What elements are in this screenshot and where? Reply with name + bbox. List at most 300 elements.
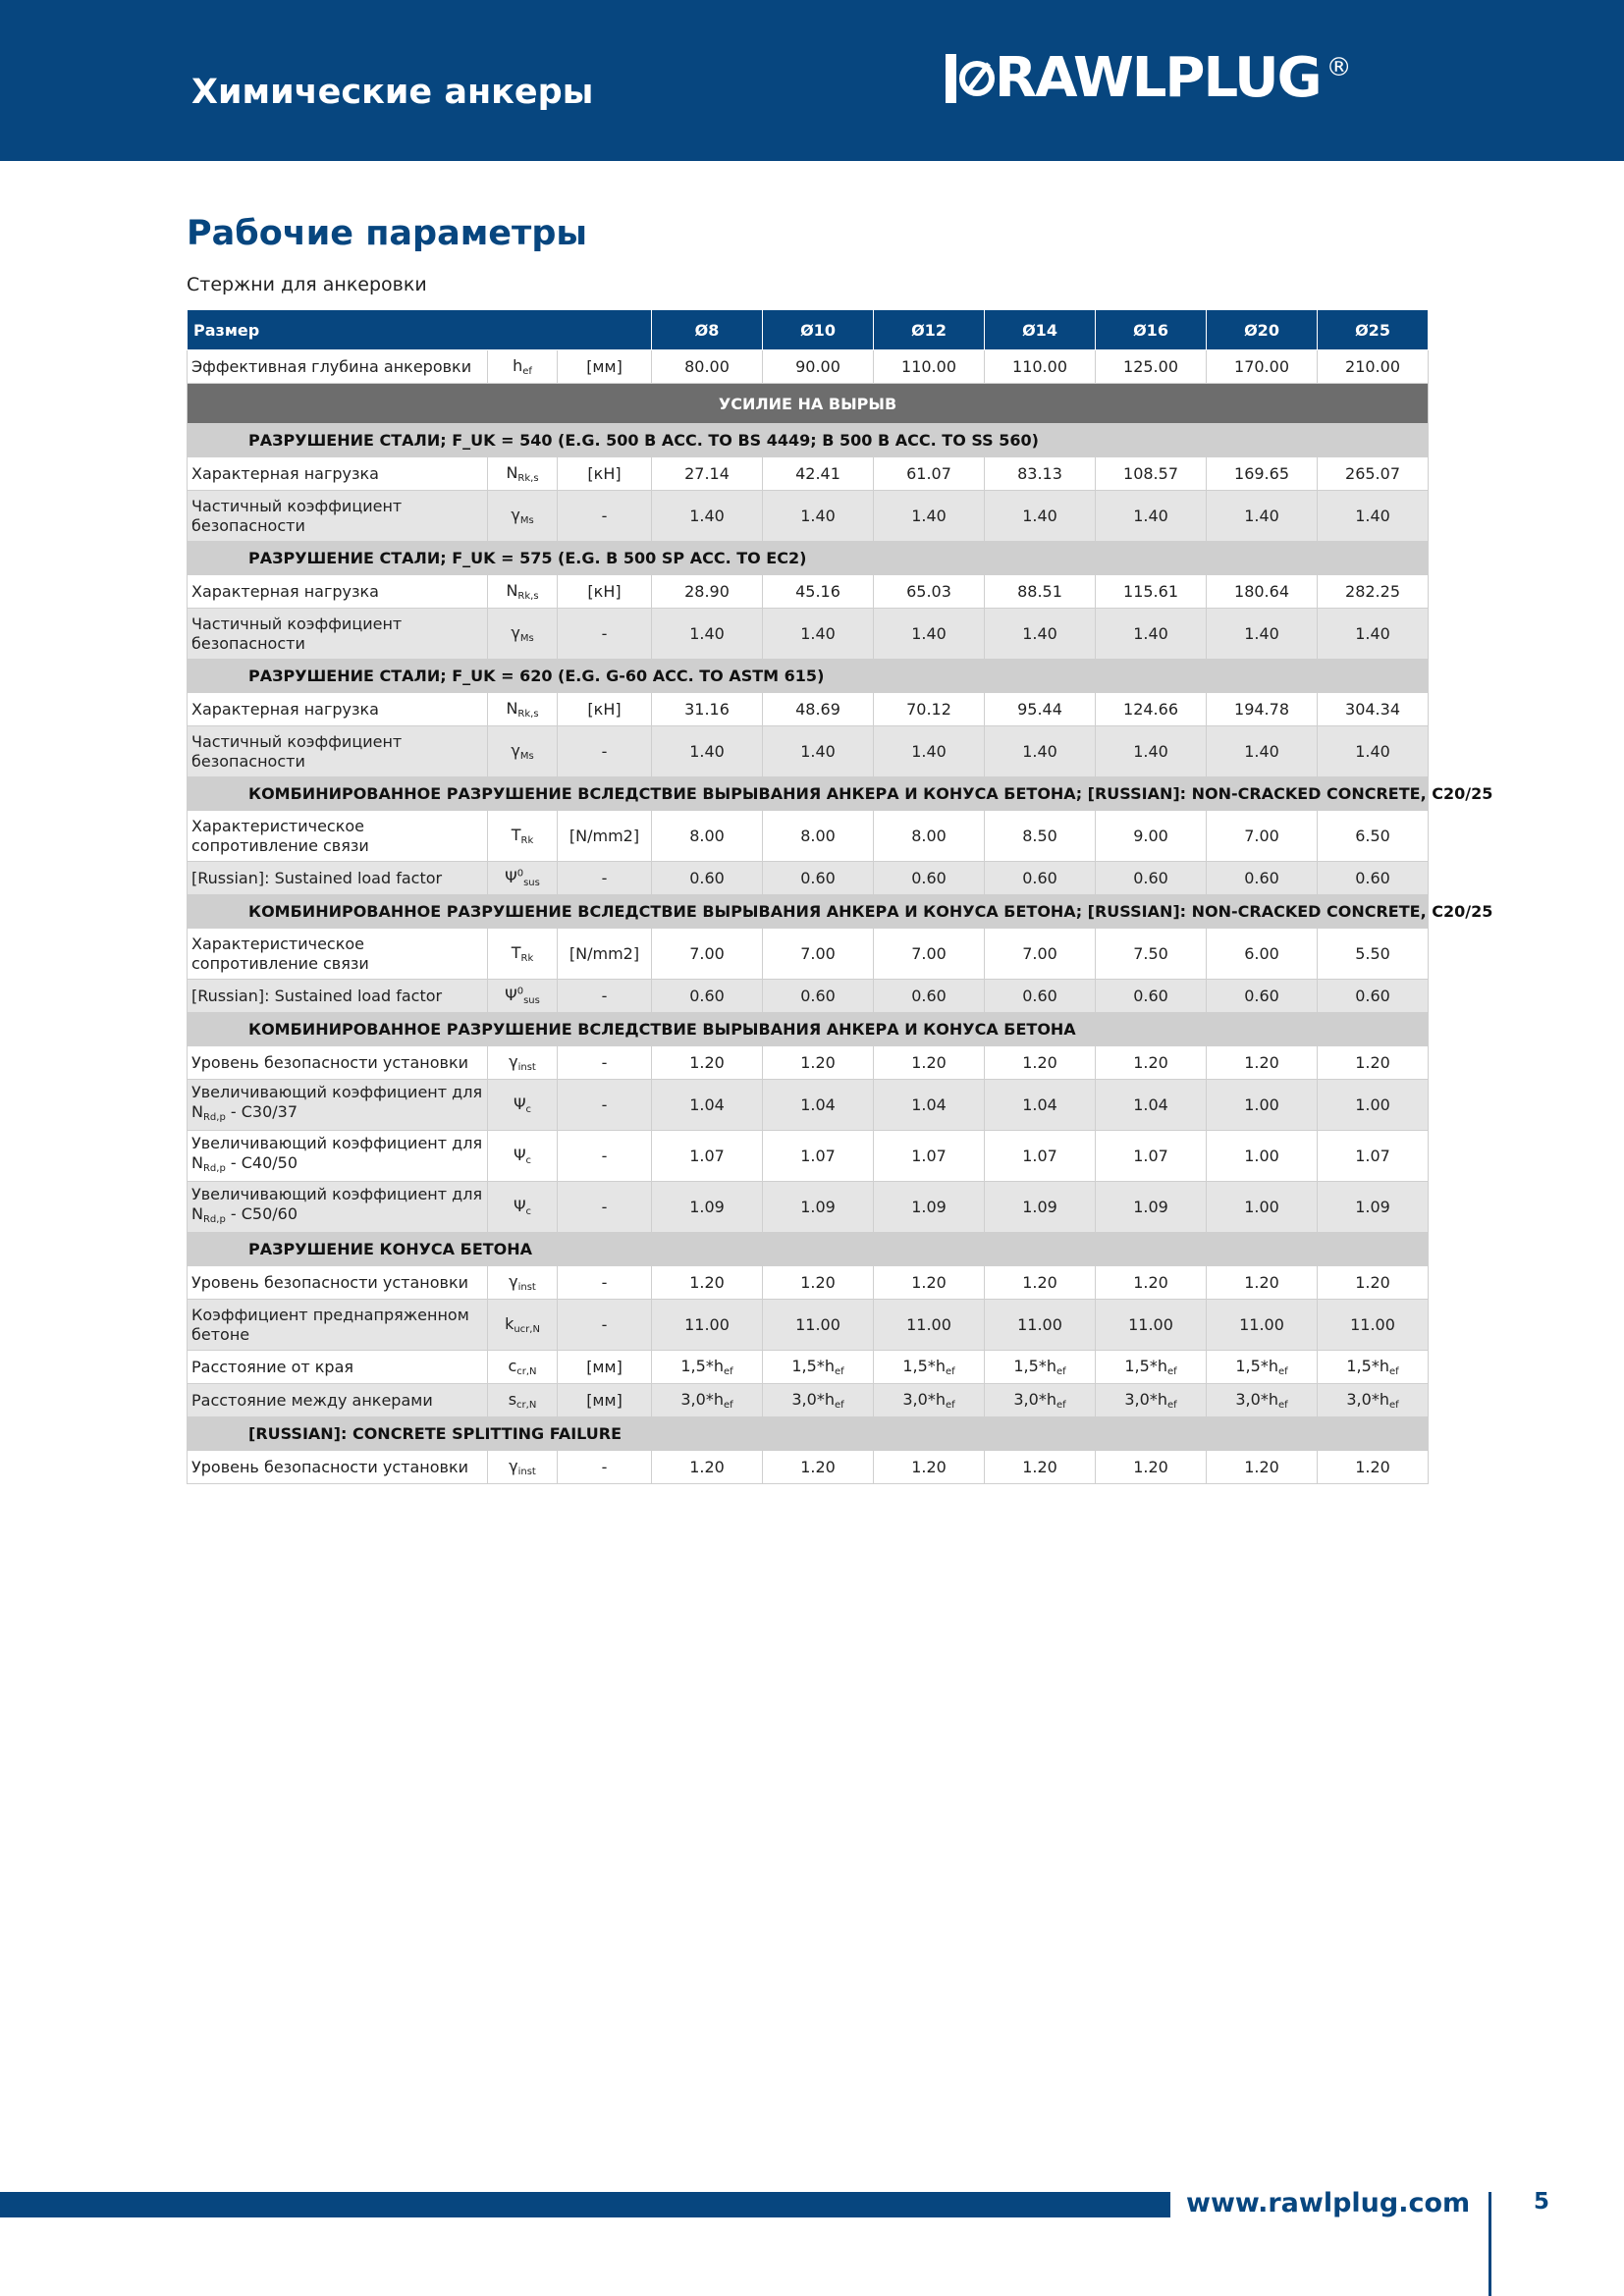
unit-cell: - — [558, 1266, 652, 1300]
value-cell — [985, 1182, 1096, 1233]
row-label — [188, 862, 488, 895]
symbol-cell — [488, 575, 558, 609]
value-text: 1.20 — [1244, 1458, 1279, 1476]
row-label — [188, 980, 488, 1013]
page-header — [0, 0, 1624, 161]
value-text: 1.20 — [800, 1053, 836, 1072]
value-text: 0.60 — [1355, 987, 1390, 1005]
row-label — [188, 609, 488, 660]
value-cell — [1096, 862, 1207, 895]
value-cell — [1096, 1384, 1207, 1417]
unit-cell: - — [558, 980, 652, 1013]
value-text: 1.40 — [1133, 742, 1168, 761]
symbol-subscript: inst — [517, 1467, 536, 1477]
symbol: Ψ — [513, 1095, 526, 1113]
row-label-text: Частичный коэффициент безопасности — [191, 731, 403, 771]
section-subtitle: Стержни для анкеровки — [187, 274, 427, 295]
value-text: 0.60 — [1022, 869, 1057, 887]
symbol: Ψ — [513, 1197, 526, 1215]
value-cell — [763, 1451, 874, 1484]
size-column-header: Ø14 — [985, 310, 1096, 350]
value-cell — [1207, 457, 1318, 491]
value-cell — [1207, 609, 1318, 660]
symbol-subscript: c — [525, 1104, 532, 1115]
value-cell — [763, 1046, 874, 1080]
value-cell — [1096, 457, 1207, 491]
value-cell — [985, 491, 1096, 542]
symbol-cell — [488, 1266, 558, 1300]
table-row — [188, 1080, 1429, 1131]
value-text: 1.09 — [1022, 1198, 1057, 1216]
symbol-cell — [488, 350, 558, 384]
symbol-subscript: Rk,s — [517, 709, 539, 720]
size-column-header: Ø10 — [763, 310, 874, 350]
value-cell — [985, 1451, 1096, 1484]
symbol: Ψ — [513, 1146, 526, 1164]
row-label — [188, 1131, 488, 1182]
symbol-cell — [488, 1384, 558, 1417]
value-text: 194.78 — [1234, 700, 1289, 719]
value-cell — [985, 457, 1096, 491]
value-text: 1.20 — [1022, 1053, 1057, 1072]
row-label-subscript: Rd,p — [202, 1162, 226, 1174]
value-subscript: ef — [1166, 1366, 1177, 1377]
value-cell — [652, 929, 763, 980]
value-text: 1.20 — [1244, 1053, 1279, 1072]
value-text: 115.61 — [1123, 582, 1178, 601]
row-label — [188, 1351, 488, 1384]
symbol: γ — [511, 741, 520, 760]
value-text: 1.04 — [800, 1095, 836, 1114]
value-text: 110.00 — [1012, 357, 1067, 376]
symbol-subscript: ef — [522, 366, 532, 377]
value-cell — [1207, 726, 1318, 777]
value-cell — [763, 1080, 874, 1131]
value-cell — [985, 862, 1096, 895]
value-text: 3,0*h — [1346, 1390, 1389, 1409]
value-cell — [652, 457, 763, 491]
unit-cell: - — [558, 1300, 652, 1351]
value-cell — [874, 350, 985, 384]
value-text: 1.20 — [1133, 1458, 1168, 1476]
value-cell — [985, 1131, 1096, 1182]
symbol-subscript: Ms — [519, 751, 534, 762]
section-heading: КОМБИНИРОВАННОЕ РАЗРУШЕНИЕ ВСЛЕДСТВИЕ ВЫРЫВАНИЯ АНКЕРА И КОНУСА БЕТОНА; [RUSSIAN]: NON-CRACKED CONCRETE, C20/25 — [188, 777, 1429, 811]
row-label-text: Расстояние от края — [191, 1357, 354, 1376]
value-text: 1.40 — [1022, 507, 1057, 525]
symbol-subscript: ucr,N — [514, 1324, 540, 1335]
value-text: 1.40 — [1022, 624, 1057, 643]
symbol-subscript: Ms — [519, 515, 534, 526]
value-text: 90.00 — [795, 357, 840, 376]
value-text: 65.03 — [906, 582, 951, 601]
value-subscript: ef — [1388, 1366, 1399, 1377]
symbol: Ψ — [505, 868, 517, 886]
table-row — [188, 693, 1429, 726]
row-label-text: [Russian]: Sustained load factor — [191, 986, 443, 1005]
value-cell — [985, 1080, 1096, 1131]
value-text: 1.40 — [1244, 624, 1279, 643]
value-cell — [652, 1266, 763, 1300]
value-cell — [1318, 457, 1429, 491]
value-cell — [874, 1384, 985, 1417]
value-cell — [1096, 350, 1207, 384]
value-cell — [1207, 1351, 1318, 1384]
row-label-text: Увеличивающий коэффициент для N — [191, 1133, 483, 1172]
value-text: 1.00 — [1244, 1198, 1279, 1216]
value-text: 45.16 — [795, 582, 840, 601]
value-text: 1.40 — [911, 742, 947, 761]
value-text: 282.25 — [1345, 582, 1400, 601]
value-text: 7.00 — [800, 944, 836, 963]
value-cell — [1318, 980, 1429, 1013]
value-cell — [652, 1131, 763, 1182]
parameters-table — [187, 309, 1493, 1484]
value-cell — [1318, 726, 1429, 777]
row-label-text: Увеличивающий коэффициент для N — [191, 1082, 483, 1121]
value-text: 7.00 — [911, 944, 947, 963]
row-label — [188, 726, 488, 777]
value-cell — [1096, 609, 1207, 660]
value-text: 1.09 — [1355, 1198, 1390, 1216]
value-cell — [1318, 575, 1429, 609]
value-cell — [1096, 980, 1207, 1013]
footer-url[interactable]: www.rawlplug.com — [1186, 2188, 1471, 2218]
value-cell — [1096, 726, 1207, 777]
value-cell — [985, 609, 1096, 660]
value-cell — [874, 693, 985, 726]
value-text: 11.00 — [906, 1315, 951, 1334]
value-cell — [874, 980, 985, 1013]
value-cell — [1318, 609, 1429, 660]
symbol-subscript: c — [525, 1155, 532, 1166]
value-text: 11.00 — [1239, 1315, 1284, 1334]
value-cell — [1096, 491, 1207, 542]
row-label — [188, 811, 488, 862]
value-text: 0.60 — [689, 869, 725, 887]
value-cell — [652, 1451, 763, 1484]
symbol-subscript: Rk,s — [517, 473, 539, 484]
value-cell — [985, 980, 1096, 1013]
table-header-row — [188, 310, 1429, 350]
row-label-text: Уровень безопасности установки — [191, 1457, 468, 1476]
value-cell — [763, 929, 874, 980]
symbol-subscript: Rk — [520, 835, 534, 846]
value-cell — [763, 350, 874, 384]
value-text: 1,5*h — [680, 1357, 724, 1375]
value-cell — [763, 1300, 874, 1351]
value-text: 0.60 — [1244, 987, 1279, 1005]
value-cell — [763, 726, 874, 777]
value-cell — [652, 1046, 763, 1080]
value-text: 3,0*h — [902, 1390, 946, 1409]
value-cell — [985, 693, 1096, 726]
symbol: T — [511, 943, 521, 962]
value-subscript: ef — [723, 1400, 733, 1411]
value-cell — [763, 1351, 874, 1384]
value-cell — [652, 350, 763, 384]
symbol-cell — [488, 1182, 558, 1233]
value-text: 1.20 — [1355, 1053, 1390, 1072]
value-cell — [874, 1266, 985, 1300]
value-cell — [1318, 862, 1429, 895]
value-text: 1.40 — [1022, 742, 1057, 761]
symbol-cell — [488, 726, 558, 777]
section-heading: КОМБИНИРОВАННОЕ РАЗРУШЕНИЕ ВСЛЕДСТВИЕ ВЫРЫВАНИЯ АНКЕРА И КОНУСА БЕТОНА — [188, 1013, 1429, 1046]
value-cell — [1207, 1300, 1318, 1351]
value-text: 7.50 — [1133, 944, 1168, 963]
value-text: 1.09 — [911, 1198, 947, 1216]
unit-cell: - — [558, 726, 652, 777]
value-text: 1.07 — [689, 1147, 725, 1165]
value-text: 0.60 — [1022, 987, 1057, 1005]
value-cell — [1318, 1384, 1429, 1417]
value-cell — [985, 1384, 1096, 1417]
value-cell — [1096, 693, 1207, 726]
row-label — [188, 1300, 488, 1351]
table-row — [188, 1451, 1429, 1484]
value-cell — [1096, 1451, 1207, 1484]
brand-name: RAWLPLUG — [995, 46, 1321, 110]
value-text: 1.09 — [1133, 1198, 1168, 1216]
unit-cell: - — [558, 1451, 652, 1484]
value-cell — [1096, 811, 1207, 862]
value-subscript: ef — [723, 1366, 733, 1377]
value-cell — [874, 1300, 985, 1351]
row-label — [188, 1046, 488, 1080]
value-cell — [985, 811, 1096, 862]
section-heading-row — [188, 542, 1429, 575]
symbol-cell — [488, 1046, 558, 1080]
unit-cell: [мм] — [558, 1384, 652, 1417]
row-label — [188, 1182, 488, 1233]
section-heading-row — [188, 424, 1429, 457]
value-text: 210.00 — [1345, 357, 1400, 376]
value-text: 1,5*h — [902, 1357, 946, 1375]
value-text: 1.00 — [1244, 1095, 1279, 1114]
value-cell — [652, 726, 763, 777]
row-label — [188, 1080, 488, 1131]
row-label-text: [Russian]: Sustained load factor — [191, 868, 443, 887]
value-text: 7.00 — [689, 944, 725, 963]
header-title: Химические анкеры — [191, 73, 594, 112]
value-cell — [1207, 1266, 1318, 1300]
value-subscript: ef — [834, 1400, 844, 1411]
value-text: 11.00 — [684, 1315, 730, 1334]
value-cell — [1318, 350, 1429, 384]
value-cell — [763, 1131, 874, 1182]
row-label-text: Частичный коэффициент безопасности — [191, 614, 403, 653]
value-text: 1.40 — [1133, 624, 1168, 643]
value-cell — [1207, 1080, 1318, 1131]
symbol-cell — [488, 1451, 558, 1484]
row-label-tail: - C30/37 — [225, 1101, 298, 1121]
value-subscript: ef — [834, 1366, 844, 1377]
value-text: 1.40 — [911, 507, 947, 525]
unit-cell: [кН] — [558, 575, 652, 609]
value-cell — [874, 575, 985, 609]
value-cell — [652, 1384, 763, 1417]
value-text: 1.40 — [1355, 507, 1390, 525]
size-column-header: Ø8 — [652, 310, 763, 350]
symbol: N — [506, 581, 518, 600]
value-cell — [985, 1300, 1096, 1351]
value-text: 1.20 — [1022, 1458, 1057, 1476]
value-cell — [1207, 862, 1318, 895]
value-cell — [1207, 1451, 1318, 1484]
value-cell — [985, 929, 1096, 980]
page-number: 5 — [1534, 2189, 1550, 2215]
value-text: 61.07 — [906, 464, 951, 483]
registered-mark: ® — [1326, 53, 1352, 82]
value-cell — [1318, 1182, 1429, 1233]
symbol: T — [511, 826, 521, 844]
symbol-cell — [488, 491, 558, 542]
value-text: 1.40 — [1355, 742, 1390, 761]
unit-cell: - — [558, 609, 652, 660]
value-text: 1,5*h — [1346, 1357, 1389, 1375]
value-text: 1.09 — [800, 1198, 836, 1216]
value-text: 8.00 — [689, 827, 725, 845]
value-cell — [763, 693, 874, 726]
table-row — [188, 1384, 1429, 1417]
value-text: 11.00 — [1350, 1315, 1395, 1334]
value-text: 80.00 — [684, 357, 730, 376]
main-heading-row — [188, 384, 1429, 424]
value-text: 1.40 — [911, 624, 947, 643]
symbol: γ — [509, 1457, 518, 1475]
section-heading: КОМБИНИРОВАННОЕ РАЗРУШЕНИЕ ВСЛЕДСТВИЕ ВЫРЫВАНИЯ АНКЕРА И КОНУСА БЕТОНА; [RUSSIAN]: NON-CRACKED CONCRETE, C20/25 — [188, 895, 1429, 929]
value-text: 1.40 — [1355, 624, 1390, 643]
value-text: 1.40 — [800, 507, 836, 525]
value-text: 0.60 — [1244, 869, 1279, 887]
value-cell — [652, 609, 763, 660]
symbol: γ — [511, 623, 520, 642]
row-label-text: Частичный коэффициент безопасности — [191, 496, 403, 535]
unit-cell: - — [558, 862, 652, 895]
table-row — [188, 929, 1429, 980]
value-cell — [874, 491, 985, 542]
value-text: 180.64 — [1234, 582, 1289, 601]
value-text: 1.20 — [911, 1053, 947, 1072]
symbol: γ — [511, 506, 520, 524]
value-text: 1,5*h — [1235, 1357, 1278, 1375]
value-cell — [1318, 929, 1429, 980]
value-text: 1.07 — [1022, 1147, 1057, 1165]
section-heading: [RUSSIAN]: CONCRETE SPLITTING FAILURE — [188, 1417, 1429, 1451]
value-text: 1.20 — [689, 1053, 725, 1072]
symbol-cell — [488, 1131, 558, 1182]
value-cell — [1207, 350, 1318, 384]
symbol-subscript: cr,N — [516, 1366, 537, 1377]
row-label — [188, 350, 488, 384]
section-heading-row — [188, 1233, 1429, 1266]
symbol: c — [508, 1357, 517, 1375]
value-cell — [1207, 1182, 1318, 1233]
rawlplug-logo-icon — [946, 54, 995, 103]
symbol-cell — [488, 811, 558, 862]
value-cell — [985, 1266, 1096, 1300]
value-subscript: ef — [1056, 1366, 1066, 1377]
unit-cell: [кН] — [558, 457, 652, 491]
row-label-text: Характерная нагрузка — [191, 699, 379, 719]
symbol-subscript: Rk — [520, 953, 534, 964]
table-row — [188, 862, 1429, 895]
value-text: 1.07 — [1355, 1147, 1390, 1165]
value-subscript: ef — [1277, 1366, 1288, 1377]
row-label-tail: - C50/60 — [225, 1203, 298, 1223]
value-text: 11.00 — [795, 1315, 840, 1334]
value-text: 1.20 — [689, 1273, 725, 1292]
value-cell — [652, 1300, 763, 1351]
value-cell — [1318, 1131, 1429, 1182]
unit-cell: - — [558, 1131, 652, 1182]
value-text: 83.13 — [1017, 464, 1062, 483]
value-text: 6.50 — [1355, 827, 1390, 845]
value-text: 1.40 — [1244, 507, 1279, 525]
symbol: N — [506, 699, 518, 718]
value-cell — [652, 1080, 763, 1131]
value-text: 6.00 — [1244, 944, 1279, 963]
symbol: Ψ — [505, 986, 517, 1004]
value-text: 265.07 — [1345, 464, 1400, 483]
value-cell — [985, 575, 1096, 609]
row-label-text: Характерная нагрузка — [191, 463, 379, 483]
row-label-subscript: Rd,p — [202, 1111, 226, 1123]
symbol: h — [513, 356, 523, 375]
value-cell — [763, 575, 874, 609]
table-row — [188, 457, 1429, 491]
row-label-text: Эффективная глубина анкеровки — [191, 356, 472, 376]
value-text: 1.40 — [1133, 507, 1168, 525]
symbol-subscript: inst — [517, 1062, 536, 1073]
value-cell — [652, 491, 763, 542]
row-label-tail: - C40/50 — [225, 1152, 298, 1172]
value-cell — [1207, 575, 1318, 609]
table-row — [188, 811, 1429, 862]
value-text: 1.40 — [800, 624, 836, 643]
row-label-text: Уровень безопасности установки — [191, 1052, 468, 1072]
value-cell — [1318, 1351, 1429, 1384]
value-text: 1.40 — [800, 742, 836, 761]
brand-logo — [946, 46, 1352, 110]
symbol-subscript: Rk,s — [517, 591, 539, 602]
value-text: 1,5*h — [1124, 1357, 1167, 1375]
value-cell — [763, 491, 874, 542]
value-cell — [985, 1351, 1096, 1384]
value-text: 110.00 — [901, 357, 956, 376]
value-cell — [1207, 1131, 1318, 1182]
value-text: 70.12 — [906, 700, 951, 719]
value-text: 27.14 — [684, 464, 730, 483]
value-text: 1.04 — [911, 1095, 947, 1114]
value-text: 28.90 — [684, 582, 730, 601]
value-cell — [1096, 575, 1207, 609]
symbol-cell — [488, 862, 558, 895]
value-subscript: ef — [945, 1366, 955, 1377]
value-text: 88.51 — [1017, 582, 1062, 601]
symbol-subscript: cr,N — [516, 1400, 537, 1411]
value-cell — [1207, 1384, 1318, 1417]
size-column-header: Ø20 — [1207, 310, 1318, 350]
size-column-header: Ø12 — [874, 310, 985, 350]
row-label — [188, 1266, 488, 1300]
value-cell — [1318, 1046, 1429, 1080]
row-label-text: Расстояние между анкерами — [191, 1390, 433, 1410]
value-cell — [763, 1384, 874, 1417]
value-cell — [1207, 929, 1318, 980]
symbol-subscript: inst — [517, 1282, 536, 1293]
